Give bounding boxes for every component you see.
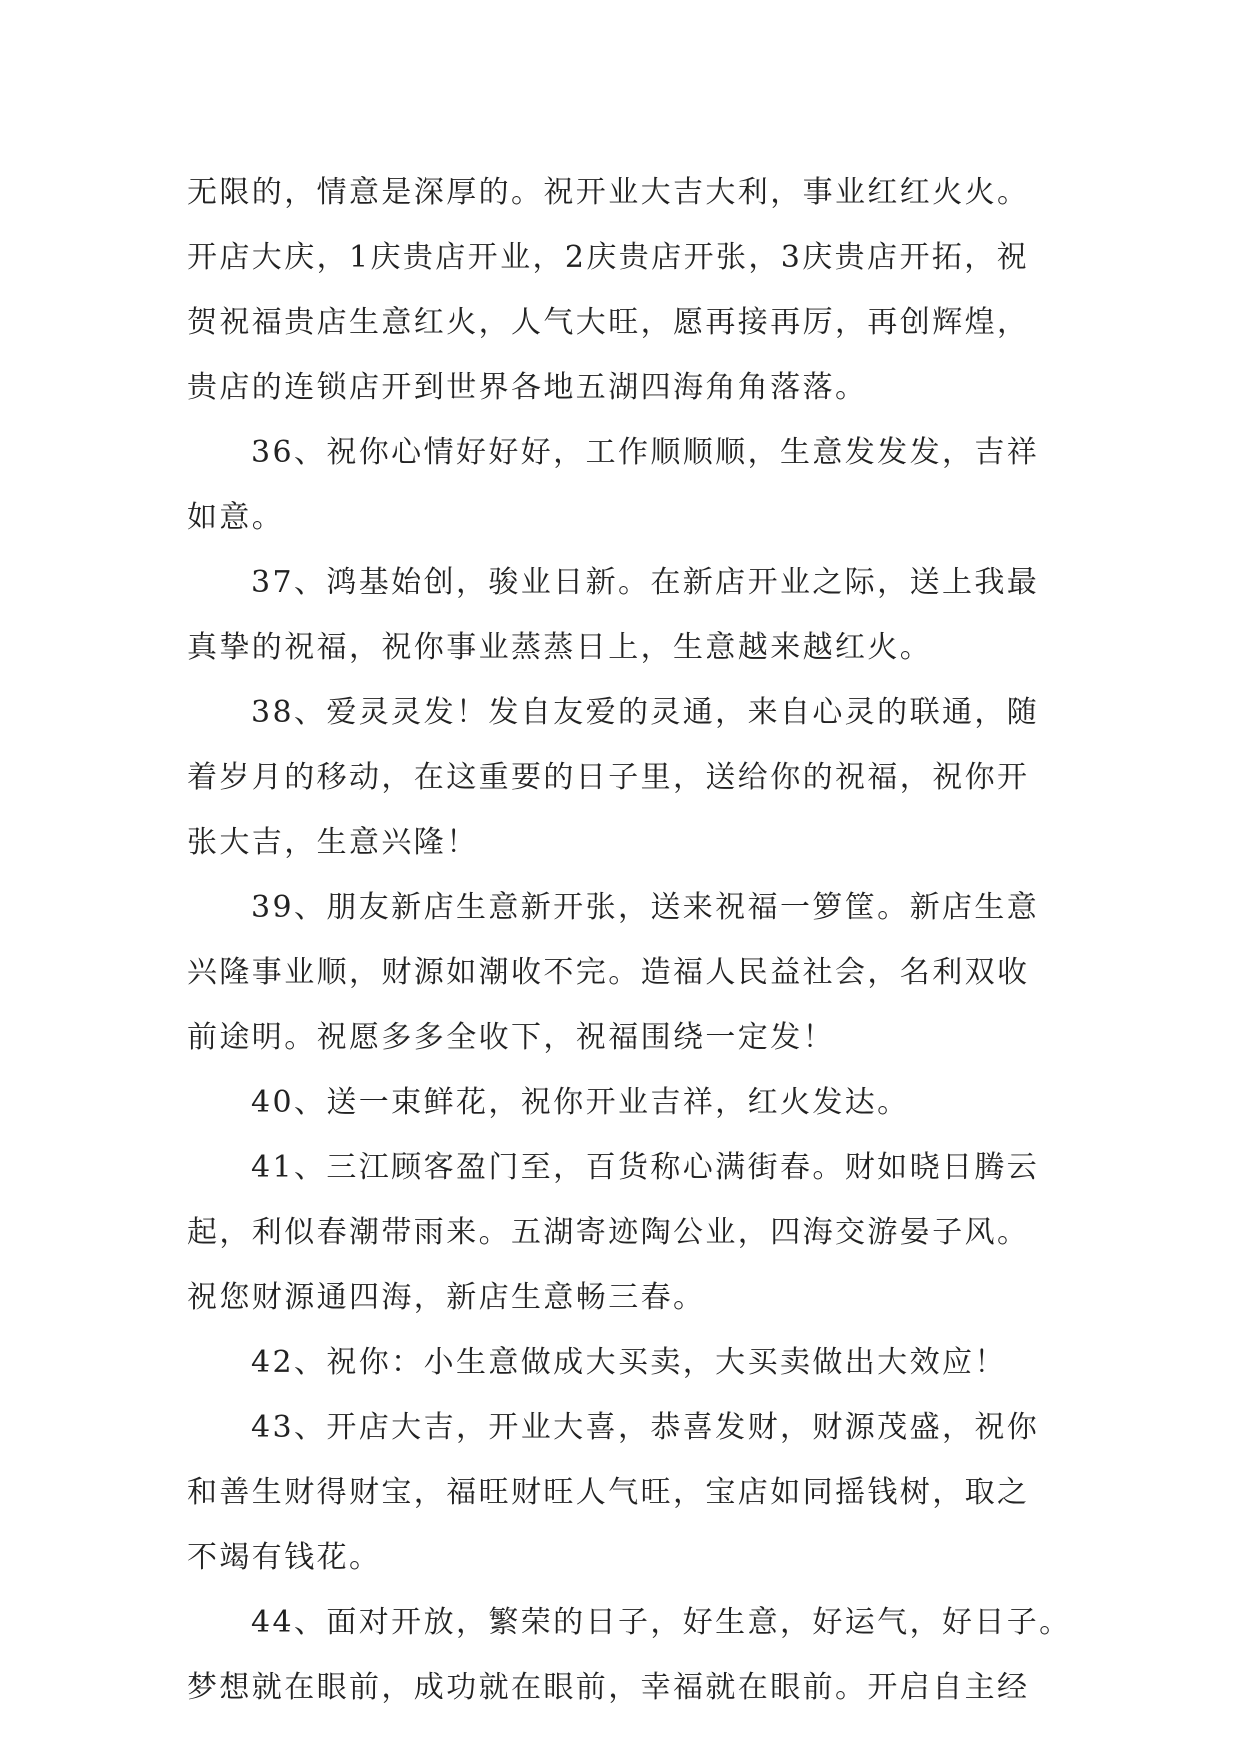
item-38-start: 38、爱灵灵发！发自友爱的灵通，来自心灵的联通，随 bbox=[251, 695, 1040, 730]
text-line: 着岁月的移动，在这重要的日子里，送给你的祝福，祝你开 bbox=[187, 760, 1030, 795]
item-40-start: 40、送一束鲜花，祝你开业吉祥，红火发达。 bbox=[251, 1085, 910, 1120]
text-line: 起，利似春潮带雨来。五湖寄迹陶公业，四海交游晏子风。 bbox=[187, 1215, 1030, 1250]
item-43-start: 43、开店大吉，开业大喜，恭喜发财，财源茂盛，祝你 bbox=[251, 1410, 1040, 1445]
body-text bbox=[187, 160, 1072, 1720]
item-36-start: 36、祝你心情好好好，工作顺顺顺，生意发发发，吉祥 bbox=[251, 435, 1040, 470]
text-line: 真挚的祝福，祝你事业蒸蒸日上，生意越来越红火。 bbox=[187, 630, 933, 665]
text-line: 贵店的连锁店开到世界各地五湖四海角角落落。 bbox=[187, 370, 868, 405]
item-39-start: 39、朋友新店生意新开张，送来祝福一箩筐。新店生意 bbox=[251, 890, 1040, 925]
text-line: 开店大庆，1庆贵店开业，2庆贵店开张，3庆贵店开拓，祝 bbox=[187, 240, 1030, 275]
text-line: 不竭有钱花。 bbox=[187, 1540, 382, 1575]
text-line: 和善生财得财宝，福旺财旺人气旺，宝店如同摇钱树，取之 bbox=[187, 1475, 1030, 1510]
text-line: 祝您财源通四海，新店生意畅三春。 bbox=[187, 1280, 706, 1315]
text-line: 如意。 bbox=[187, 500, 285, 535]
text-line: 贺祝福贵店生意红火，人气大旺，愿再接再厉，再创辉煌， bbox=[187, 305, 1030, 340]
item-42-start: 42、祝你：小生意做成大买卖，大买卖做出大效应！ bbox=[251, 1345, 1007, 1380]
item-44-start: 44、面对开放，繁荣的日子，好生意，好运气，好日子。 bbox=[251, 1605, 1072, 1640]
item-37-start: 37、鸿基始创，骏业日新。在新店开业之际，送上我最 bbox=[251, 565, 1040, 600]
text-line: 前途明。祝愿多多全收下，祝福围绕一定发！ bbox=[187, 1020, 835, 1055]
text-line: 兴隆事业顺，财源如潮收不完。造福人民益社会，名利双收 bbox=[187, 955, 1030, 990]
text-line: 梦想就在眼前，成功就在眼前，幸福就在眼前。开启自主经 bbox=[187, 1670, 1030, 1705]
text-line: 张大吉，生意兴隆！ bbox=[187, 825, 479, 860]
item-41-start: 41、三江顾客盈门至，百货称心满街春。财如晓日腾云 bbox=[251, 1150, 1040, 1185]
text-line: 无限的，情意是深厚的。祝开业大吉大利，事业红红火火。 bbox=[187, 175, 1030, 210]
